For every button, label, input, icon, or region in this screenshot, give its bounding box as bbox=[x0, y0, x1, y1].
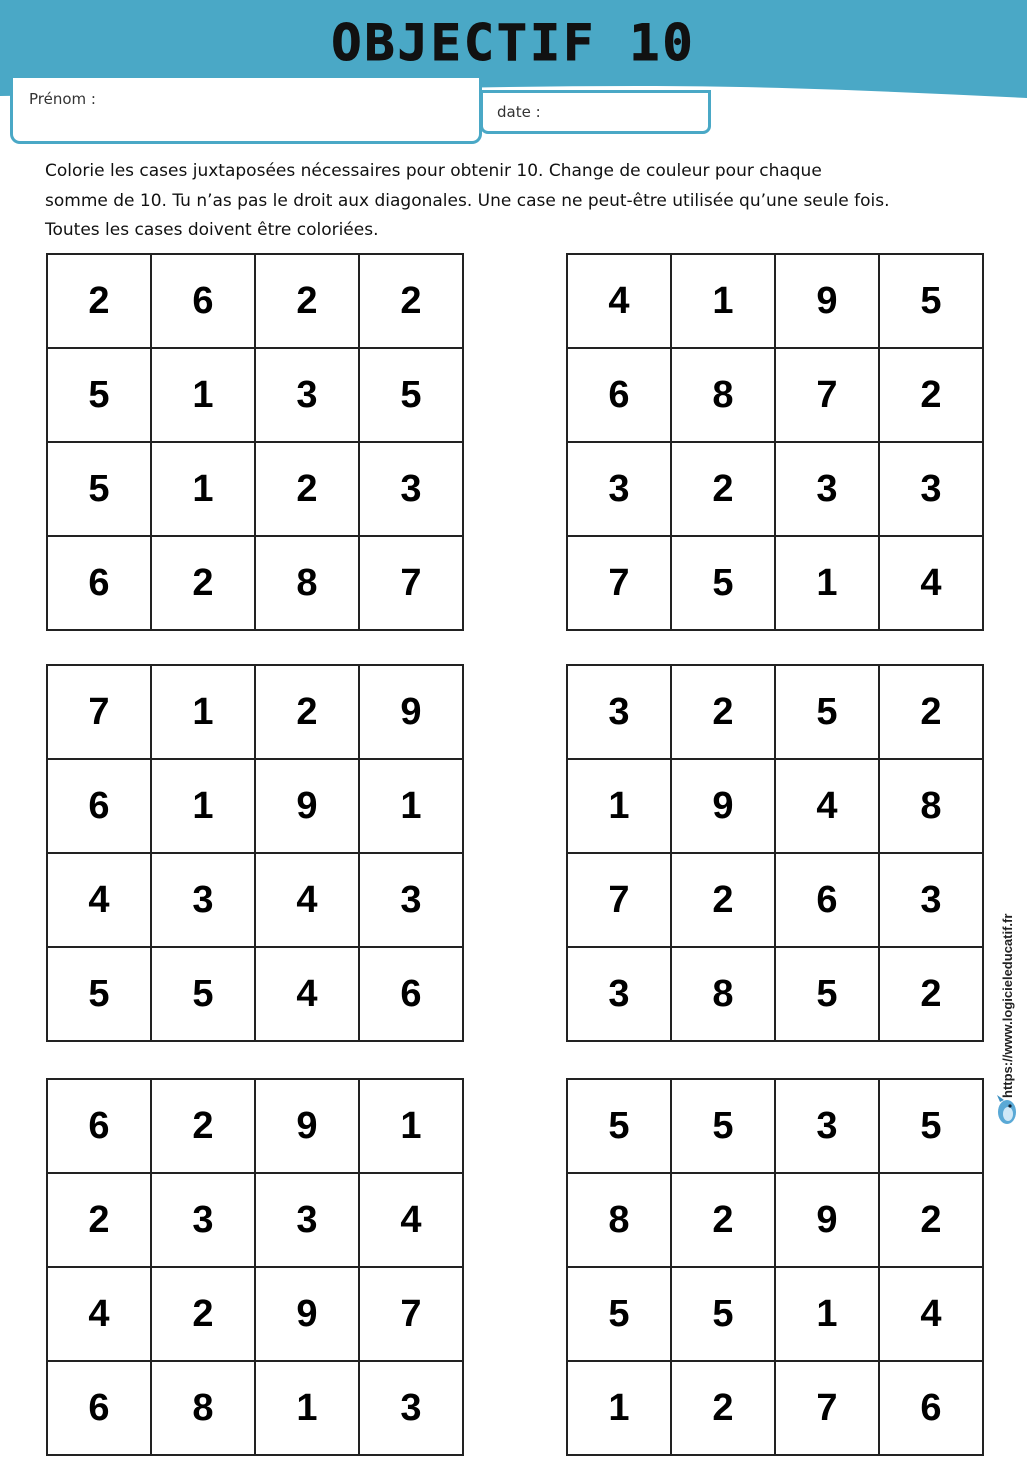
grid-cell[interactable]: 5 bbox=[671, 1079, 775, 1173]
grid-cell[interactable]: 5 bbox=[151, 947, 255, 1041]
grid-row bbox=[567, 348, 983, 442]
grid-row bbox=[47, 853, 463, 947]
instruction-line: Colorie les cases juxtaposées nécessaires pour obtenir 10. Change de couleur pour chaque bbox=[45, 161, 822, 181]
grid-cell[interactable]: 2 bbox=[879, 1173, 983, 1267]
grid-row bbox=[47, 665, 463, 759]
grid-cell[interactable]: 1 bbox=[151, 665, 255, 759]
grid-cell[interactable]: 8 bbox=[567, 1173, 671, 1267]
grid-row bbox=[47, 254, 463, 348]
grid-cell[interactable]: 6 bbox=[567, 348, 671, 442]
grid-cell[interactable]: 3 bbox=[775, 442, 879, 536]
grid-row bbox=[47, 348, 463, 442]
grid-cell[interactable]: 1 bbox=[775, 536, 879, 630]
number-grid-2 bbox=[566, 253, 984, 631]
grid-row bbox=[567, 1079, 983, 1173]
grid-row bbox=[47, 759, 463, 853]
grid-cell[interactable]: 7 bbox=[359, 1267, 463, 1361]
grid-cell[interactable]: 3 bbox=[151, 1173, 255, 1267]
grid-cell[interactable]: 9 bbox=[255, 759, 359, 853]
grid-cell[interactable]: 2 bbox=[151, 1079, 255, 1173]
grid-cell[interactable]: 5 bbox=[47, 442, 151, 536]
grid-cell[interactable]: 9 bbox=[775, 254, 879, 348]
instructions bbox=[45, 157, 985, 246]
grid-row bbox=[567, 665, 983, 759]
grid-cell[interactable]: 2 bbox=[671, 1361, 775, 1455]
grid-cell[interactable]: 7 bbox=[567, 853, 671, 947]
grid-cell[interactable]: 3 bbox=[567, 947, 671, 1041]
grid-cell[interactable]: 8 bbox=[879, 759, 983, 853]
grid-cell[interactable]: 3 bbox=[359, 442, 463, 536]
grid-cell[interactable]: 1 bbox=[151, 348, 255, 442]
grid-cell[interactable]: 2 bbox=[151, 536, 255, 630]
grid-cell[interactable]: 3 bbox=[255, 1173, 359, 1267]
grid-cell[interactable]: 4 bbox=[567, 254, 671, 348]
grid-cell[interactable]: 7 bbox=[775, 1361, 879, 1455]
date-label: date : bbox=[497, 103, 541, 121]
grid-cell[interactable]: 3 bbox=[879, 853, 983, 947]
grid-cell[interactable]: 4 bbox=[359, 1173, 463, 1267]
grid-cell[interactable]: 1 bbox=[567, 1361, 671, 1455]
grid-cell[interactable]: 1 bbox=[359, 1079, 463, 1173]
grid-row bbox=[567, 759, 983, 853]
grid-cell[interactable]: 2 bbox=[47, 1173, 151, 1267]
grid-row bbox=[567, 947, 983, 1041]
grid-cell[interactable]: 4 bbox=[879, 1267, 983, 1361]
grid-cell[interactable]: 5 bbox=[879, 254, 983, 348]
grid-row bbox=[47, 1079, 463, 1173]
grid-cell[interactable]: 2 bbox=[255, 254, 359, 348]
grid-cell[interactable]: 4 bbox=[47, 853, 151, 947]
grid-cell[interactable]: 8 bbox=[671, 348, 775, 442]
grid-cell[interactable]: 2 bbox=[255, 442, 359, 536]
prenom-field[interactable] bbox=[10, 78, 482, 144]
grid-cell[interactable]: 3 bbox=[567, 665, 671, 759]
grid-cell[interactable]: 7 bbox=[775, 348, 879, 442]
grid-cell[interactable]: 8 bbox=[671, 947, 775, 1041]
grid-cell[interactable]: 7 bbox=[359, 536, 463, 630]
grid-cell[interactable]: 1 bbox=[151, 442, 255, 536]
grid-cell[interactable]: 2 bbox=[879, 947, 983, 1041]
date-field[interactable] bbox=[480, 90, 711, 134]
grid-cell[interactable]: 9 bbox=[255, 1079, 359, 1173]
site-url: https://www.logicieleducatif.fr bbox=[1000, 913, 1015, 1098]
grid-cell[interactable]: 9 bbox=[359, 665, 463, 759]
grid-row bbox=[567, 1267, 983, 1361]
grid-cell[interactable]: 6 bbox=[359, 947, 463, 1041]
number-grid-1 bbox=[46, 253, 464, 631]
grid-cell[interactable]: 8 bbox=[151, 1361, 255, 1455]
grid-cell[interactable]: 6 bbox=[151, 254, 255, 348]
grid-cell[interactable]: 1 bbox=[671, 254, 775, 348]
grid-cell[interactable]: 2 bbox=[255, 665, 359, 759]
grid-cell[interactable]: 7 bbox=[567, 536, 671, 630]
grid-cell[interactable]: 5 bbox=[879, 1079, 983, 1173]
grid-cell[interactable]: 1 bbox=[359, 759, 463, 853]
number-grid-3 bbox=[46, 664, 464, 1042]
grid-cell[interactable]: 2 bbox=[151, 1267, 255, 1361]
grid-cell[interactable]: 6 bbox=[47, 1361, 151, 1455]
grid-cell[interactable]: 9 bbox=[775, 1173, 879, 1267]
grid-cell[interactable]: 2 bbox=[879, 665, 983, 759]
grid-cell[interactable]: 3 bbox=[567, 442, 671, 536]
grid-cell[interactable]: 5 bbox=[775, 665, 879, 759]
grid-cell[interactable]: 6 bbox=[47, 759, 151, 853]
grid-cell[interactable]: 5 bbox=[567, 1267, 671, 1361]
grid-cell[interactable]: 6 bbox=[47, 536, 151, 630]
page-title: OBJECTIF 10 bbox=[331, 14, 696, 72]
grid-cell[interactable]: 5 bbox=[567, 1079, 671, 1173]
grid-cell[interactable]: 2 bbox=[359, 254, 463, 348]
grid-cell[interactable]: 4 bbox=[255, 853, 359, 947]
grid-cell[interactable]: 5 bbox=[47, 947, 151, 1041]
grid-cell[interactable]: 3 bbox=[255, 348, 359, 442]
grid-cell[interactable]: 1 bbox=[775, 1267, 879, 1361]
grid-row bbox=[567, 853, 983, 947]
grid-cell[interactable]: 7 bbox=[47, 665, 151, 759]
grid-cell[interactable]: 3 bbox=[151, 853, 255, 947]
grid-cell[interactable]: 3 bbox=[359, 1361, 463, 1455]
grid-row bbox=[47, 1173, 463, 1267]
grid-cell[interactable]: 3 bbox=[775, 1079, 879, 1173]
grid-cell[interactable]: 4 bbox=[879, 536, 983, 630]
grid-cell[interactable]: 2 bbox=[879, 348, 983, 442]
grid-cell[interactable]: 2 bbox=[671, 665, 775, 759]
prenom-label: Prénom : bbox=[29, 90, 96, 108]
grid-row bbox=[47, 442, 463, 536]
grid-cell[interactable]: 2 bbox=[671, 1173, 775, 1267]
grid-row bbox=[567, 1173, 983, 1267]
grid-cell[interactable]: 6 bbox=[879, 1361, 983, 1455]
grid-cell[interactable]: 2 bbox=[671, 853, 775, 947]
dolphin-icon bbox=[994, 1092, 1022, 1128]
grid-row bbox=[567, 1361, 983, 1455]
grid-cell[interactable]: 2 bbox=[671, 442, 775, 536]
grid-cell[interactable]: 4 bbox=[775, 759, 879, 853]
grid-cell[interactable]: 1 bbox=[255, 1361, 359, 1455]
grid-row bbox=[47, 1361, 463, 1455]
instruction-line: Toutes les cases doivent être coloriées. bbox=[45, 220, 379, 240]
grid-cell[interactable]: 8 bbox=[255, 536, 359, 630]
instruction-line: somme de 10. Tu n’as pas le droit aux diagonales. Une case ne peut-être utilisée qu’une seule fois. bbox=[45, 190, 890, 211]
grid-cell[interactable]: 5 bbox=[671, 536, 775, 630]
number-grid-4 bbox=[566, 664, 984, 1042]
grid-row bbox=[47, 536, 463, 630]
grid-row bbox=[47, 1267, 463, 1361]
grid-cell[interactable]: 6 bbox=[47, 1079, 151, 1173]
grid-cell[interactable]: 9 bbox=[255, 1267, 359, 1361]
grid-row bbox=[47, 947, 463, 1041]
grid-cell[interactable]: 1 bbox=[151, 759, 255, 853]
grid-cell[interactable]: 6 bbox=[775, 853, 879, 947]
grid-row bbox=[567, 254, 983, 348]
grid-row bbox=[567, 442, 983, 536]
grid-cell[interactable]: 5 bbox=[671, 1267, 775, 1361]
grid-cell[interactable]: 5 bbox=[47, 348, 151, 442]
number-grid-6 bbox=[566, 1078, 984, 1456]
grid-cell[interactable]: 4 bbox=[255, 947, 359, 1041]
grid-cell[interactable]: 3 bbox=[879, 442, 983, 536]
grid-cell[interactable]: 3 bbox=[359, 853, 463, 947]
grid-cell[interactable]: 1 bbox=[567, 759, 671, 853]
grid-cell[interactable]: 4 bbox=[47, 1267, 151, 1361]
grid-cell[interactable]: 5 bbox=[775, 947, 879, 1041]
grid-cell[interactable]: 2 bbox=[47, 254, 151, 348]
number-grid-5 bbox=[46, 1078, 464, 1456]
grid-cell[interactable]: 5 bbox=[359, 348, 463, 442]
grid-row bbox=[567, 536, 983, 630]
grid-cell[interactable]: 9 bbox=[671, 759, 775, 853]
